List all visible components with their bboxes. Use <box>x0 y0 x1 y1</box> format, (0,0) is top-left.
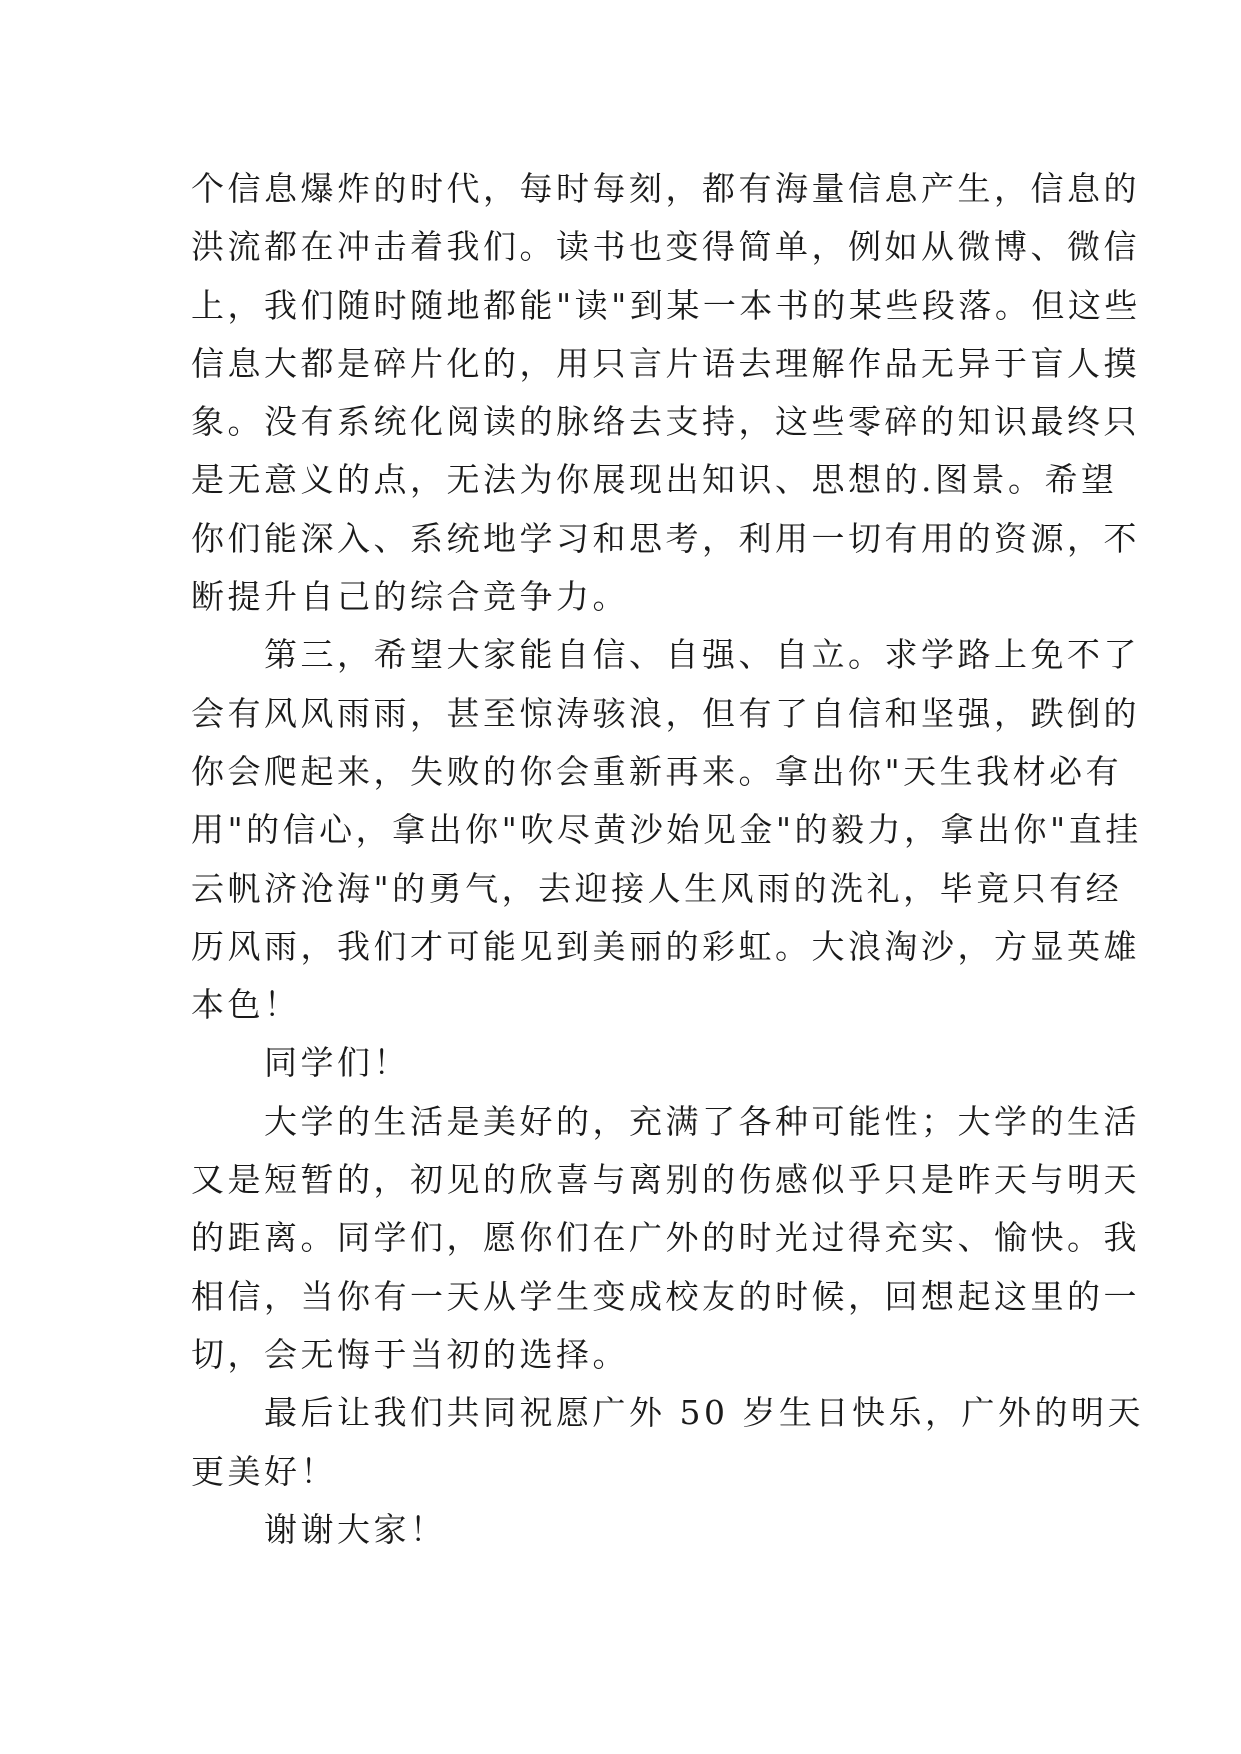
text-line: 断提升自己的综合竞争力。 <box>191 577 629 617</box>
paragraph-university-life <box>191 1093 1140 1384</box>
text-line: 信息大都是碎片化的，用只言片语去理解作品无异于盲人摸 <box>191 343 1140 383</box>
paragraph-thanks <box>191 1501 1061 1559</box>
body-text <box>191 160 1144 1559</box>
text-line: 更美好！ <box>191 1451 337 1491</box>
text-line: 用"的信心，拿出你"吹尽黄沙始见金"的毅力，拿出你"直挂 <box>191 810 1142 850</box>
text-line: 本色！ <box>191 985 301 1025</box>
paragraph-reading-fragmentation <box>191 160 1141 626</box>
text-line: 最后让我们共同祝愿广外 50 岁生日快乐，广外的明天 <box>191 1393 1144 1433</box>
text-line: 上，我们随时随地都能"读"到某一本书的某些段落。但这些 <box>191 285 1141 325</box>
text-line: 相信，当你有一天从学生变成校友的时候，回想起这里的一 <box>191 1276 1140 1316</box>
text-line: 个信息爆炸的时代，每时每刻，都有海量信息产生，信息的 <box>191 169 1140 208</box>
paragraph-birthday-wish <box>191 1384 1144 1501</box>
text-line: 洪流都在冲击着我们。读书也变得简单，例如从微博、微信 <box>191 227 1140 267</box>
paragraph-third-point <box>191 626 1142 1034</box>
text-line: 大学的生活是美好的，充满了各种可能性；大学的生活 <box>191 1101 1140 1141</box>
text-line: 同学们！ <box>191 1043 410 1083</box>
text-line: 切，会无悔于当初的选择。 <box>191 1334 629 1374</box>
text-line: 谢谢大家！ <box>191 1509 447 1549</box>
text-line: 你会爬起来，失败的你会重新再来。拿出你"天生我材必有 <box>191 751 1123 791</box>
text-line: 历风雨，我们才可能见到美丽的彩虹。大浪淘沙，方显英雄 <box>191 926 1140 966</box>
text-line: 会有风风雨雨，甚至惊涛骇浪，但有了自信和坚强，跌倒的 <box>191 693 1140 733</box>
text-line: 象。没有系统化阅读的脉络去支持，这些零碎的知识最终只 <box>191 402 1140 442</box>
text-line: 是无意义的点，无法为你展现出知识、思想的.图景。希望 <box>191 460 1118 500</box>
text-line: 的距离。同学们，愿你们在广外的时光过得充实、愉快。我 <box>191 1218 1140 1258</box>
text-line: 你们能深入、系统地学习和思考，利用一切有用的资源，不 <box>191 518 1140 558</box>
text-line: 又是短暂的，初见的欣喜与离别的伤感似乎只是昨天与明天 <box>191 1160 1140 1200</box>
paragraph-greeting <box>191 1034 1061 1092</box>
text-line: 第三，希望大家能自信、自强、自立。求学路上免不了 <box>191 635 1140 675</box>
text-line: 云帆济沧海"的勇气，去迎接人生风雨的洗礼，毕竟只有经 <box>191 868 1123 908</box>
